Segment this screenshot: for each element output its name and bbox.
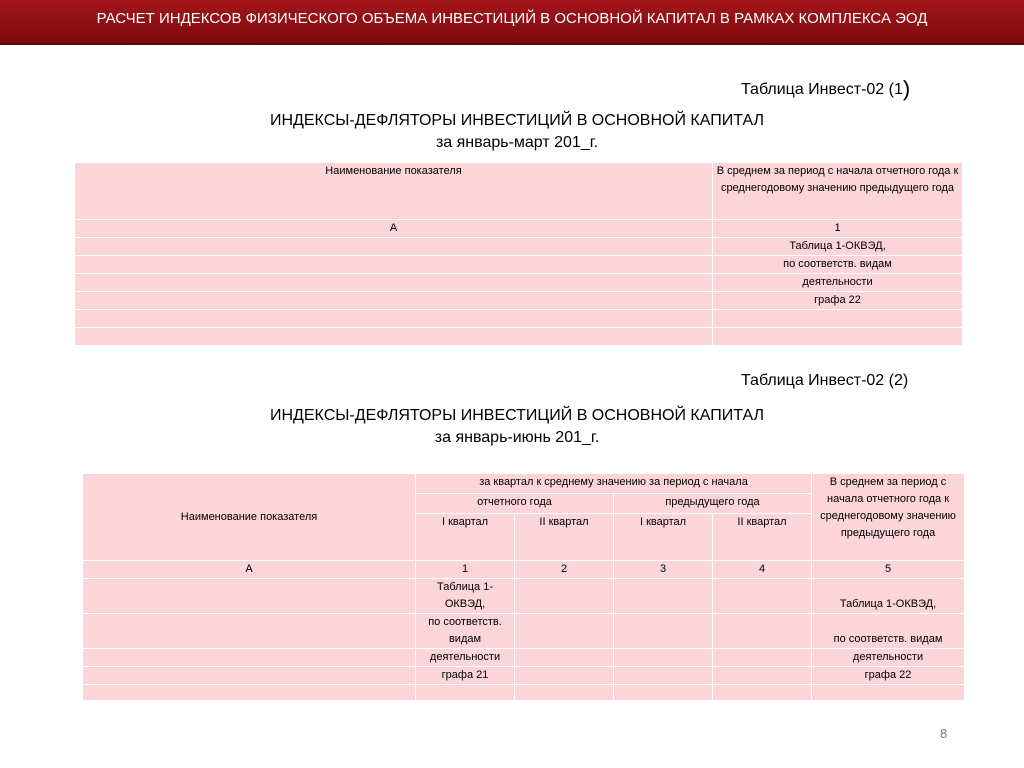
table1-heading-block: [160, 110, 874, 154]
table-cell: [416, 685, 515, 701]
table2-col-name: Наименование показателя: [83, 474, 416, 561]
table-row: [83, 667, 965, 685]
table2-code-1: 1: [416, 561, 515, 579]
table-cell: [614, 579, 713, 614]
table-cell: [83, 667, 416, 685]
table-cell: по соответств. видам: [812, 614, 965, 649]
table-row: [75, 163, 963, 220]
table-row: [75, 256, 963, 274]
table-row: [83, 561, 965, 579]
slide-title: РАСЧЕТ ИНДЕКСОВ ФИЗИЧЕСКОГО ОБЪЕМА ИНВЕСТИЦИЙ В ОСНОВНОЙ КАПИТАЛ В РАМКАХ КОМПЛЕКСА ЭОД: [96, 10, 928, 27]
table-cell: [713, 328, 963, 346]
table-row: [75, 220, 963, 238]
table-cell: Таблица 1-ОКВЭД,: [416, 579, 515, 614]
table2-code-3: 3: [614, 561, 713, 579]
table-cell: [515, 667, 614, 685]
table-cell: [713, 310, 963, 328]
table-cell: [75, 274, 713, 292]
table2-group-quarter: за квартал к среднему значению за период с начала: [416, 474, 812, 494]
table-cell: деятельности: [713, 274, 963, 292]
table-row: [83, 474, 965, 494]
table-cell: Таблица 1-ОКВЭД,: [713, 238, 963, 256]
table2-heading-block: [160, 405, 874, 449]
table-row: [75, 328, 963, 346]
table2-code-a: А: [83, 561, 416, 579]
table-cell: [614, 614, 713, 649]
table2-col-avg: В среднем за период с начала отчетного года к среднегодовому значению предыдущего года: [812, 474, 965, 561]
table1-code-a: А: [75, 220, 713, 238]
table-cell: [75, 238, 713, 256]
table-cell: [515, 614, 614, 649]
table-row: [75, 238, 963, 256]
table-cell: [75, 328, 713, 346]
page-number: 8: [940, 726, 948, 741]
table-row: [83, 579, 965, 614]
table-row: [75, 274, 963, 292]
table-cell: деятельности: [416, 649, 515, 667]
table-cell: [75, 310, 713, 328]
table1-period: за январь-март 201_г.: [435, 134, 599, 151]
slide-title-banner: [0, 0, 1024, 45]
table-row: [83, 685, 965, 701]
table-cell: Таблица 1-ОКВЭД,: [812, 579, 965, 614]
table2: [82, 473, 965, 701]
table-cell: [614, 685, 713, 701]
table2-q2-previous: II квартал: [713, 514, 812, 561]
table2-group-current: отчетного года: [416, 494, 614, 514]
table2-heading: ИНДЕКСЫ-ДЕФЛЯТОРЫ ИНВЕСТИЦИЙ В ОСНОВНОЙ КАПИТАЛ: [269, 407, 764, 424]
table-cell: [713, 685, 812, 701]
table-cell: [713, 667, 812, 685]
table-cell: [75, 292, 713, 310]
table-cell: [713, 649, 812, 667]
table-cell: по соответств. видам: [713, 256, 963, 274]
table-cell: графа 21: [416, 667, 515, 685]
table1-col-name: Наименование показателя: [75, 163, 713, 220]
table2-code-5: 5: [812, 561, 965, 579]
table-cell: [515, 649, 614, 667]
table-row: [83, 649, 965, 667]
table-cell: [83, 685, 416, 701]
table1: [74, 162, 963, 346]
table-cell: графа 22: [713, 292, 963, 310]
table2-code-2: 2: [515, 561, 614, 579]
table1-col-value: В среднем за период с начала отчетного года к среднегодовому значению предыдущего года: [713, 163, 963, 220]
table-row: [75, 310, 963, 328]
table-cell: деятельности: [812, 649, 965, 667]
table-cell: [812, 685, 965, 701]
table2-q1-current: I квартал: [416, 514, 515, 561]
table1-heading: ИНДЕКСЫ-ДЕФЛЯТОРЫ ИНВЕСТИЦИЙ В ОСНОВНОЙ КАПИТАЛ: [269, 112, 764, 129]
table2-code-4: 4: [713, 561, 812, 579]
table-cell: [83, 579, 416, 614]
table2-group-previous: предыдущего года: [614, 494, 812, 514]
table-cell: [515, 579, 614, 614]
table-row: [75, 292, 963, 310]
table-cell: по соответств. видам: [416, 614, 515, 649]
table2-period: за январь-июнь 201_г.: [434, 429, 600, 446]
table-cell: [83, 649, 416, 667]
table2-q2-current: II квартал: [515, 514, 614, 561]
table1-label-paren: ): [902, 76, 911, 101]
table-cell: [515, 685, 614, 701]
table-cell: [83, 614, 416, 649]
table-cell: [614, 667, 713, 685]
table-cell: [713, 614, 812, 649]
table-cell: графа 22: [812, 667, 965, 685]
table-cell: [713, 579, 812, 614]
table-cell: [614, 649, 713, 667]
table-cell: [75, 256, 713, 274]
table-row: [83, 614, 965, 649]
table1-code-1: 1: [713, 220, 963, 238]
table1-label: [741, 76, 910, 102]
table2-label: Таблица Инвест-02 (2): [741, 372, 909, 389]
table1-label-text: Таблица Инвест-02 (1: [741, 81, 903, 98]
table2-q1-previous: I квартал: [614, 514, 713, 561]
